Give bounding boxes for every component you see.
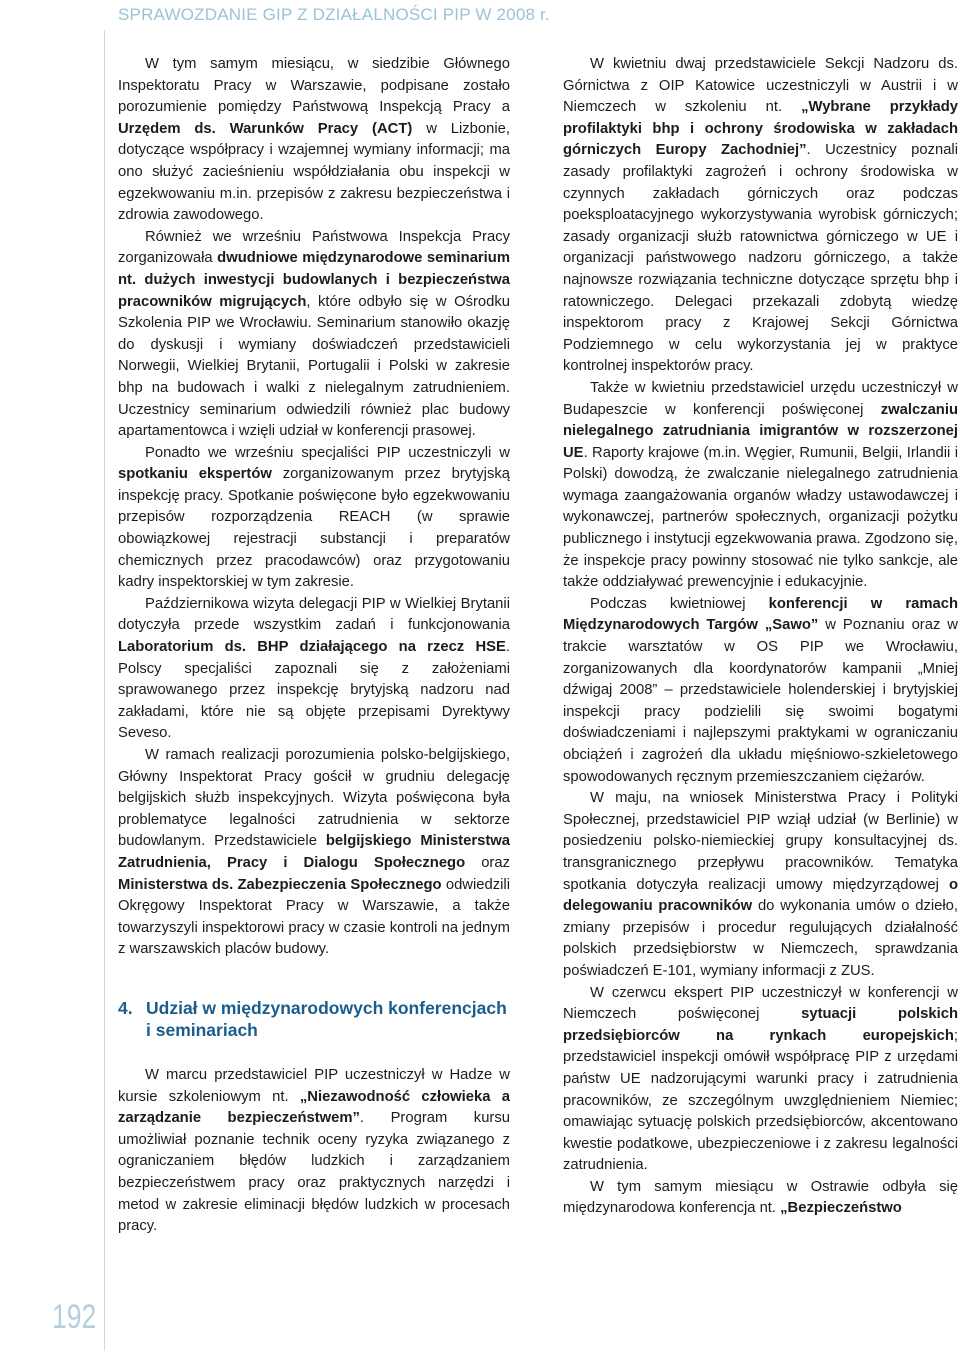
text-run: w Lizbonie, dotyczące współpracy i wzajemnej wymiany informacji; ma ono służyć zacieśnieniu współdziałania obu inspekcji w egzekwowaniu m.in. przepisów z zakresu bezpieczeństwa i zdrowia zawodowego. [118,120,510,224]
paragraph [563,788,958,982]
right-column [563,54,958,1220]
paragraph [563,54,958,378]
bold-text: Laboratorium ds. BHP działającego na rzecz HSE [118,639,506,656]
paragraph [118,227,510,443]
bold-text: belgijskiego Ministerstwa Zatrudnienia, Pracy i Dialogu Społecznego [118,833,510,871]
bold-text: sytuacji polskich przedsiębiorców na rynkach europejskich [563,1006,958,1044]
text-run: Ponadto we wrześniu specjaliści PIP uczestniczyli w [145,444,510,461]
text-run: Październikowa wizyta delegacji PIP w Wielkiej Brytanii dotyczyła przede wszystkim zadań i funkcjonowania [118,595,510,634]
text-run: , które odbyło się w Ośrodku Szkolenia PIP we Wrocławiu. Seminarium stanowiło okazję do dyskusji i wymiany doświadczeń przedstawicieli Norwegii, Wielkiej Brytanii, Portugalii i Polski w zakresie bhp na budowach i walki z nielegalnym zatrudnieniem. Uczestnicy seminarium odwiedzili również plac budowy apartamentowca i wzięli udział w konferencji prasowej. [118,293,510,440]
text-run: ; przedstawiciel inspekcji omówił współpracę PIP z urzędami państw UE nadzorującymi warunki pracy i zatrudnienia pracowników, ze szczególnym uwzględnieniem Niemiec; omawiając sytuację polskich przedsiębiorców, akcentowano kwestie podatkowe, ubezpieczeniowe i z zakresu legalności zatrudnienia. [563,1027,958,1174]
text-run: W maju, na wniosek Ministerstwa Pracy i Polityki Społecznej, przedstawiciel PIP wziął udział (w Berlinie) w posiedzeniu polsko-niemieckiej grupy konsultacyjnej ds. transgranicznego przepływu pracowników. Tematyka spotkania dotyczyła realizacji umowy międzyrządowej [563,790,958,893]
left-column [118,54,510,1238]
text-run: Podczas kwietniowej [590,595,769,612]
bold-text: spotkaniu ekspertów [118,466,272,483]
running-header: SPRAWOZDANIE GIP Z DZIAŁALNOŚCI PIP W 2008 r. [118,5,550,24]
margin-divider [104,30,105,1351]
bold-text: o delegowaniu pracowników [563,876,958,915]
bold-text: Urzędem ds. Warunków Pracy (ACT) [118,120,413,137]
paragraph [118,594,510,745]
text-run: W marcu przedstawiciel PIP uczestniczył w Hadze w kursie szkoleniowym nt. [118,1066,510,1105]
bold-text: „Bezpieczeństwo [780,1200,902,1217]
bold-text: „Wybrane przykłady profilaktyki bhp i ochrony środowiska w zakładach górniczych Europy Zachodniej” [563,99,958,159]
text-run: w Poznaniu oraz w trakcie warsztatów w OS PIP we Wrocławiu, zorganizowanych dla koordynatorów kampanii „Mniej dźwigaj 2008” – przedstawiciele holenderskiej i brytyjskiej inspekcji pracy podzielili się swoimi bogatymi doświadczeniami i najlepszymi praktykami w ograniczaniu obciążeń i zagrożeń dla układu mięśniowo-szkieletowego spowodowanych ręcznym przemieszczaniem ciężarów. [563,617,958,785]
paragraph [118,1065,510,1238]
paragraph [563,594,958,788]
text-run: Także w kwietniu przedstawiciel urzędu uczestniczył w Budapeszcie w konferencji poświęconej [563,379,958,418]
paragraph [118,54,510,227]
text-run: oraz [465,854,510,871]
paragraph [563,1177,958,1220]
bold-text: zwalczaniu nielegalnego zatrudniania imigrantów w rozszerzonej UE [563,401,958,461]
text-run: . Polscy specjaliści zapoznali się z założeniami sprawowanego przez inspekcję brytyjską nadzoru nad zakładami, które nie są objęte przepisami Dyrektywy Seveso. [118,639,510,742]
section-number: 4. [118,997,133,1018]
text-run: Również we wrześniu Państwowa Inspekcja Pracy zorganizowała [118,228,510,267]
section-heading [118,997,510,1041]
page-number: 192 [52,1298,97,1336]
text-run: . Uczestnicy poznali zasady profilaktyki zagrożeń i ochrony środowiska w czynnych zakładach górniczych oraz podczas poeksploatacyjnego wykorzystywania wyrobisk górniczych; zasady organizacji służb ratownictwa górniczego w UE i organizacji państwowego nadzoru górniczego, a także najnowsze rozwiązania techniczne dotyczące sprzętu bhp i ratowniczego. Delegaci przekazali zdobytą wiedzę inspektorom pracy z Krajowej Sekcji Górnictwa Podziemnego w celu wykorzystania jej w praktyce kontrolnej inspektorów pracy. [563,142,959,375]
paragraph [118,745,510,961]
text-run: W tym samym miesiącu w Ostrawie odbyła się międzynarodowa konferencja nt. [563,1178,958,1217]
bold-text: Ministerstwa ds. Zabezpieczenia Społecznego [118,876,442,893]
page-margin [0,0,104,1351]
bold-text: konferencji w ramach Międzynarodowych Targów „Sawo” [563,595,958,634]
text-run: W czerwcu ekspert PIP uczestniczył w konferencji w Niemczech poświęconej [563,984,958,1023]
section-title: Udział w międzynarodowych konferencjach i seminariach [146,997,507,1040]
text-run: odwiedzili Okręgowy Inspektorat Pracy w Warszawie, a także towarzyszyli inspektorowi pracy w czasie kontroli na jednym z warszawskich placów budowy. [118,876,511,958]
text-run: W kwietniu dwaj przedstawiciele Sekcji Nadzoru ds. Górnictwa z OIP Katowice uczestniczyli w Austrii i w Niemczech w szkoleniu nt. [563,56,958,116]
bold-text: dwudniowe międzynarodowe seminarium nt. dużych inwestycji budowlanych i bezpieczeństwa pracowników migrujących [118,250,510,310]
bold-text: „Niezawodność człowieka a zarządzanie bezpieczeństwem” [118,1088,510,1127]
paragraph [118,443,510,594]
text-run: do wykonania umów o dzieło, zmiany przepisów i procedur regulujących działalność polskich przedsiębiorstw w Niemczech, sprawdzania poświadczeń E-101, wymiany informacji z ZUS. [563,898,958,979]
text-run: . Raporty krajowe (m.in. Węgier, Rumunii, Belgii, Irlandii i Polski) dowodzą, że zwalczanie nielegalnego zatrudnienia wymaga zaangażowania organów władzy ustawodawczej i wykonawczej, partnerów społecznych, organizacji pożytku publicznego i instytucji egzekwowania prawa. Zgodzono się, że inspekcje pracy powinny stosować nie tylko sankcje, ale także oddziaływać prewencyjnie i edukacyjnie. [563,444,958,591]
paragraph [563,378,958,594]
text-run: W tym samym miesiącu, w siedzibie Głównego Inspektoratu Pracy w Warszawie, podpisane zostało porozumienie pomiędzy Państwową Inspekcją Pracy a [118,56,510,116]
text-run: zorganizowanym przez brytyjską inspekcję pracy. Spotkanie poświęcone było egzekwowaniu przepisów rozporządzenia REACH (w sprawie obowiązkowej rejestracji substancji i preparatów chemicznych przez pracodawców) oraz przygotowaniu kadry inspektorskiej w tym zakresie. [118,466,510,591]
text-run: W ramach realizacji porozumienia polsko-belgijskiego, Główny Inspektorat Pracy gościł w grudniu delegację belgijskich służb inspekcyjnych. Wizyta poświęcona była problematyce legalności zatrudnienia w sektorze budowlanym. Przedstawiciele [118,747,510,850]
paragraph [563,983,958,1177]
text-run: . Program kursu umożliwiał poznanie technik oceny ryzyka związanego z ograniczaniem błędów ludzkich i zarządzaniem bezpieczeństwem pracy oraz praktycznych narzędzi i metod w zakresie eliminacji błędów ludzkich w procesach pracy. [118,1110,510,1235]
